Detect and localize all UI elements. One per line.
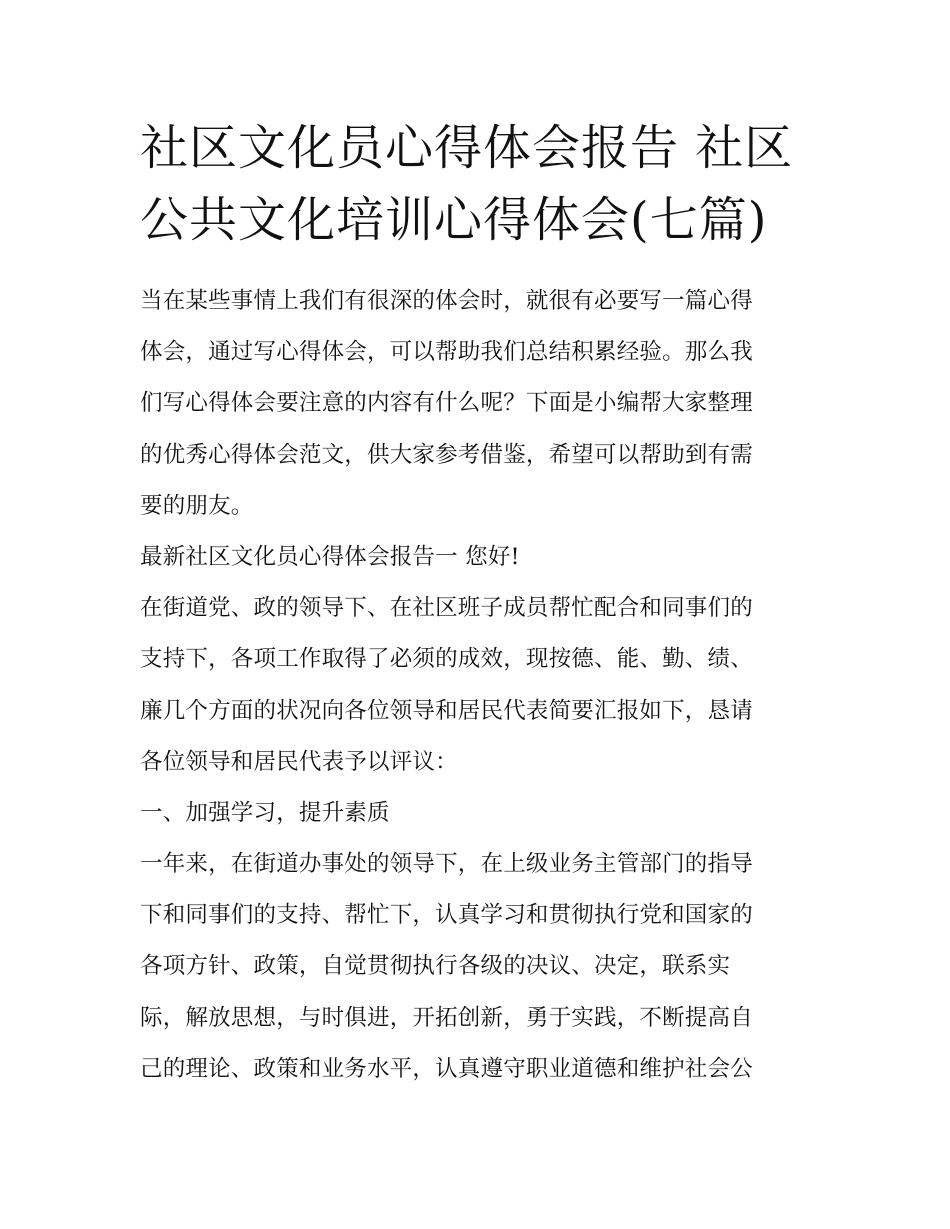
intro-paragraph-line: 的优秀心得体会范文，供大家参考借鉴，希望可以帮助到有需 (140, 441, 753, 468)
document-title (140, 112, 820, 256)
intro-paragraph-line: 体会，通过写心得体会，可以帮助我们总结积累经验。那么我 (140, 339, 753, 366)
intro-paragraph-line: 要的朋友。 (140, 492, 254, 519)
document-body (140, 276, 820, 1095)
body-paragraph-line: 际，解放思想，与时俱进，开拓创新，勇于实践，不断提高自 (140, 1004, 753, 1031)
body-paragraph-line: 己的理论、政策和业务水平，认真遵守职业道德和维护社会公 (140, 1055, 753, 1082)
body-paragraph-line: 下和同事们的支持、帮忙下，认真学习和贯彻执行党和国家的 (140, 902, 753, 929)
subsection-heading: 一、加强学习，提升素质 (140, 799, 390, 826)
section-heading: 最新社区文化员心得体会报告一 您好! (140, 543, 520, 570)
body-paragraph-line: 支持下，各项工作取得了必须的成效，现按德、能、勤、绩、 (140, 646, 753, 673)
body-paragraph-line: 一年来，在街道办事处的领导下，在上级业务主管部门的指导 (140, 851, 753, 878)
body-paragraph-line: 各位领导和居民代表予以评议： (140, 748, 458, 775)
body-paragraph-line: 在街道党、政的领导下、在社区班子成员帮忙配合和同事们的 (140, 595, 753, 622)
body-paragraph-line: 各项方针、政策，自觉贯彻执行各级的决议、决定，联系实 (140, 953, 731, 980)
intro-paragraph-line: 们写心得体会要注意的内容有什么呢？下面是小编帮大家整理 (140, 390, 753, 417)
title-line: 公共文化培训心得体会(七篇) (140, 192, 768, 248)
intro-paragraph-line: 当在某些事情上我们有很深的体会时，就很有必要写一篇心得 (140, 288, 753, 314)
title-line: 社区文化员心得体会报告 社区 (140, 120, 794, 176)
body-paragraph-line: 廉几个方面的状况向各位领导和居民代表简要汇报如下，恳请 (140, 697, 753, 724)
